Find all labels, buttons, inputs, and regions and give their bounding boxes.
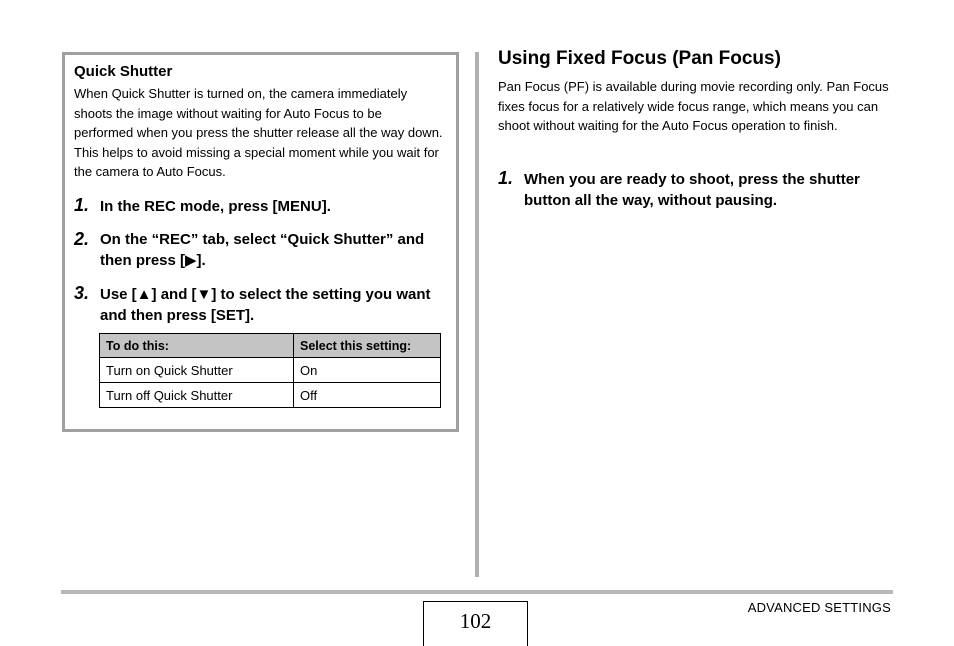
section-label: ADVANCED SETTINGS xyxy=(747,600,891,615)
table-row xyxy=(100,358,441,383)
column-divider xyxy=(475,52,479,577)
section-description: Pan Focus (PF) is available during movie recording only. Pan Focus fixes focus for a relatively wide focus range, which means you can shoot without waiting for the Auto Focus operation to finish. xyxy=(498,79,889,133)
step-number: 2. xyxy=(74,229,90,249)
page-number: 102 xyxy=(423,601,528,646)
step-instruction: Use [▲] and [▼] to select the setting you want and then press [SET]. xyxy=(100,286,431,324)
table-cell: Turn on Quick Shutter xyxy=(100,358,294,383)
table-cell: Turn off Quick Shutter xyxy=(100,383,294,408)
step-instruction: On the “REC” tab, select “Quick Shutter” and then press [▶]. xyxy=(100,231,425,269)
step-number: 1. xyxy=(74,195,90,215)
column-header: Select this setting: xyxy=(294,334,441,358)
column-header: To do this: xyxy=(100,334,294,358)
panel-heading: Quick Shutter xyxy=(74,63,173,80)
step-instruction: When you are ready to shoot, press the shutter button all the way, without pausing. xyxy=(524,171,860,209)
section-heading: Using Fixed Focus (Pan Focus) xyxy=(498,48,781,69)
footer-divider xyxy=(61,590,893,594)
table-header-row xyxy=(100,334,441,358)
table-cell: Off xyxy=(294,383,441,408)
step-instruction: In the REC mode, press [MENU]. xyxy=(100,198,331,215)
settings-table xyxy=(99,333,441,408)
table-cell: On xyxy=(294,358,441,383)
step-number: 3. xyxy=(74,283,90,303)
step-number: 1. xyxy=(498,168,514,188)
panel-description: When Quick Shutter is turned on, the camera immediately shoots the image without waiting for Auto Focus to be performed when you press the shutter release all the way down. This helps to avoid missing a special moment while you wait for the camera to Auto Focus. xyxy=(74,86,443,179)
table-row xyxy=(100,383,441,408)
